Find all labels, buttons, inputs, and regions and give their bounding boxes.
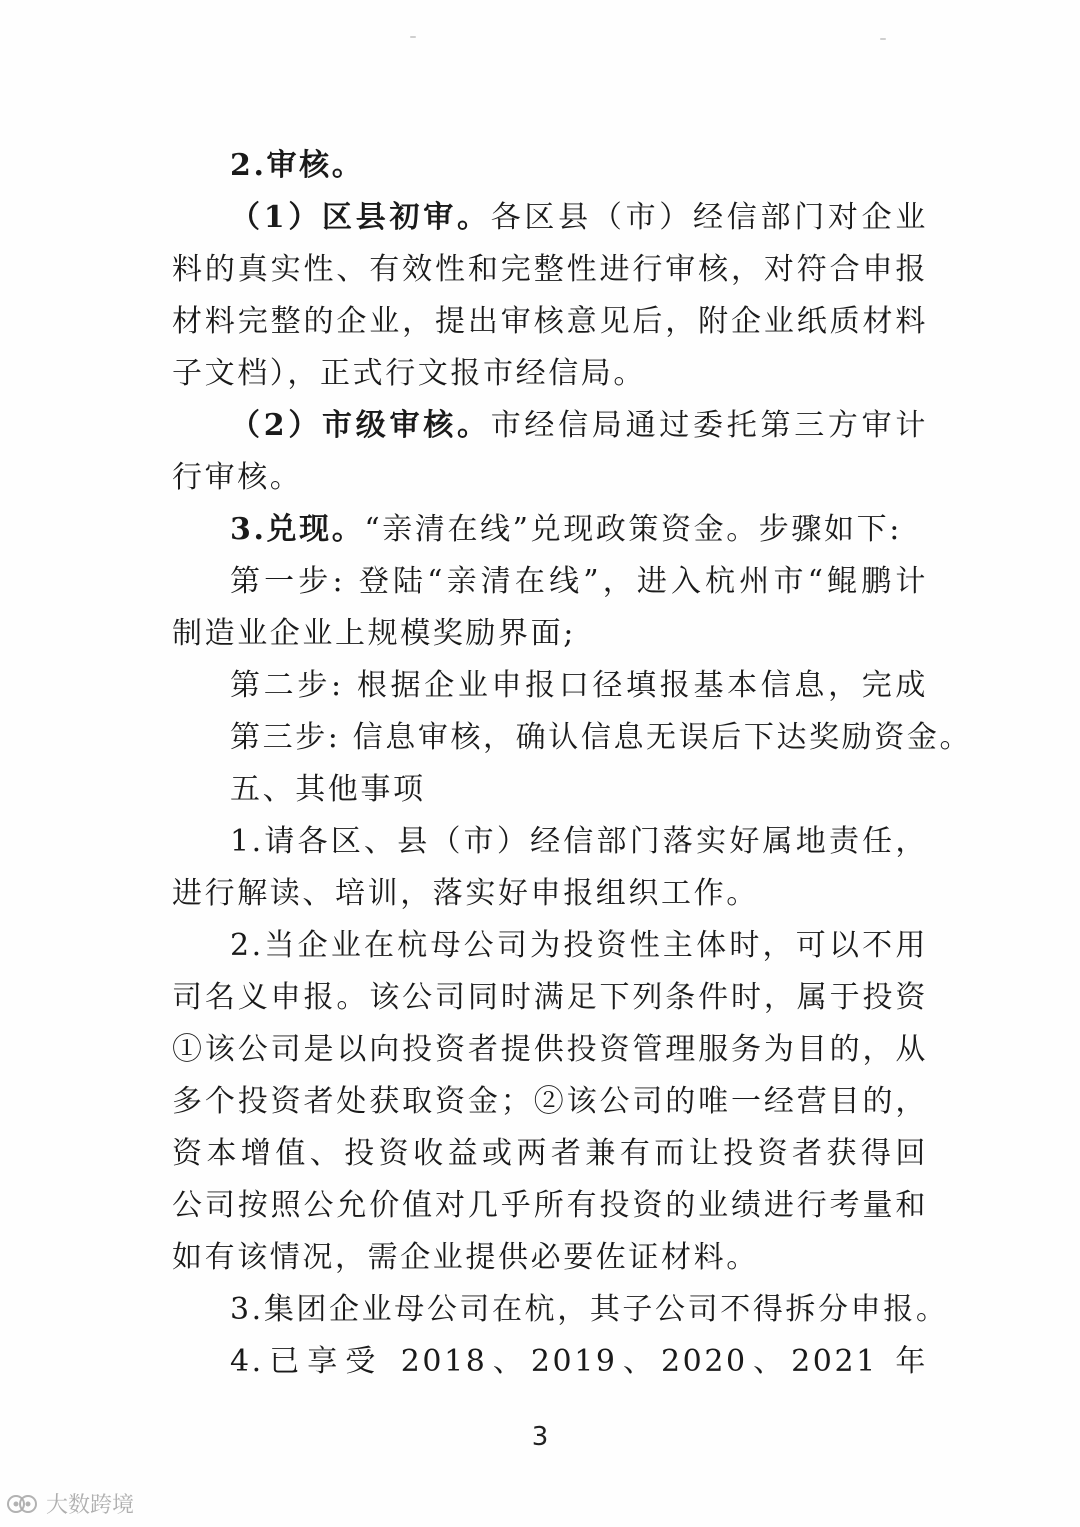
text-line: 子文档），正式行文报市经信局。 bbox=[172, 356, 646, 391]
text-line: 多个投资者处获取资金；②该公司的唯一经营目的， bbox=[172, 1084, 928, 1119]
text-line: 第三步: 信息审核，确认信息无误后下达奖励资金。 bbox=[230, 720, 973, 755]
text-line: 4.已享受 2018、2019、2020、2021 年 bbox=[230, 1344, 928, 1379]
document-body bbox=[172, 140, 973, 1388]
watermark-text: 大数跨境 bbox=[46, 1493, 135, 1518]
text-line bbox=[172, 504, 928, 556]
page-number: 3 bbox=[531, 1422, 549, 1452]
watermark-logo-icon bbox=[6, 1493, 40, 1515]
text-line: 2.当企业在杭母公司为投资性主体时，可以不用 bbox=[230, 928, 928, 963]
scan-specks bbox=[380, 30, 900, 50]
text-line: 行审核。 bbox=[172, 460, 303, 495]
scan-speck bbox=[880, 38, 886, 40]
text-line: ①该公司是以向投资者提供投资管理服务为目的，从 bbox=[172, 1032, 928, 1067]
bold-lead-in: （2）市级审核。 bbox=[230, 408, 491, 443]
section-heading: 五、其他事项 bbox=[230, 772, 426, 807]
text-line: 3.集团企业母公司在杭，其子公司不得拆分申报。 bbox=[230, 1292, 949, 1327]
text-line: 制造业企业上规模奖励界面; bbox=[172, 616, 576, 651]
line-rest: “亲清在线”兑现政策资金。步骤如下: bbox=[364, 512, 902, 547]
text-line: 料的真实性、有效性和完整性进行审核，对符合申报 bbox=[172, 252, 928, 287]
text-line: 第二步: 根据企业申报口径填报基本信息，完成 bbox=[230, 668, 928, 703]
text-line: 2.审核。 bbox=[230, 148, 365, 183]
line-rest: 各区县（市）经信部门对企业 bbox=[490, 200, 928, 235]
text-line: 第一步: 登陆“亲清在线”，进入杭州市“鲲鹏计 bbox=[230, 564, 928, 599]
text-line: 资本增值、投资收益或两者兼有而让投资者获得回 bbox=[172, 1136, 928, 1171]
bold-lead-in: （1）区县初审。 bbox=[230, 200, 491, 235]
text-line: 1.请各区、县（市）经信部门落实好属地责任， bbox=[230, 824, 928, 859]
text-line: 如有该情况，需企业提供必要佐证材料。 bbox=[172, 1240, 759, 1275]
line-rest: 市经信局通过委托第三方审计 bbox=[490, 408, 928, 443]
text-line: 进行解读、培训，落实好申报组织工作。 bbox=[172, 876, 759, 911]
scan-speck bbox=[410, 36, 416, 38]
text-line: 材料完整的企业，提出审核意见后，附企业纸质材料 bbox=[172, 304, 928, 339]
watermark bbox=[6, 1488, 134, 1519]
text-line bbox=[172, 400, 928, 452]
text-line: 司名义申报。该公司同时满足下列条件时，属于投资 bbox=[172, 980, 928, 1015]
text-line bbox=[172, 192, 928, 244]
bold-lead-in: 3.兑现。 bbox=[230, 512, 365, 547]
text-line: 公司按照公允价值对几乎所有投资的业绩进行考量和 bbox=[172, 1188, 928, 1223]
